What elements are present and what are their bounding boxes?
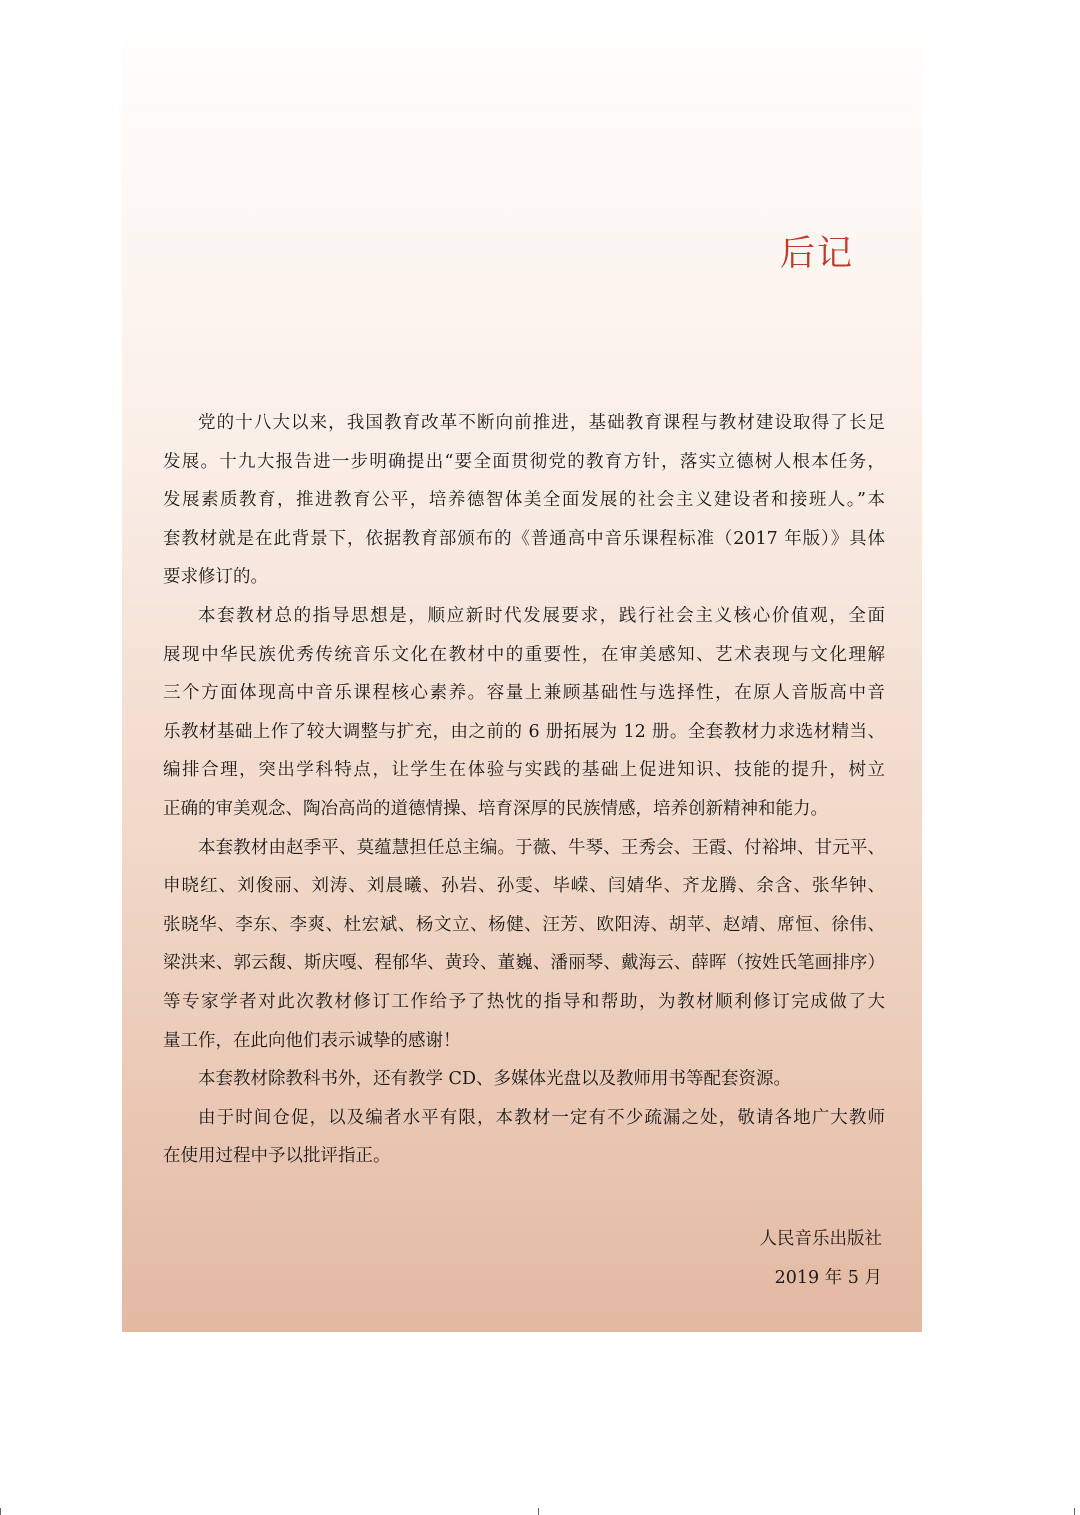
paragraph-line: 要求修订的。 [163,567,268,588]
paragraph-line: 在使用过程中予以批评指正。 [163,1146,391,1167]
paragraph-line: 梁洪来、郭云馥、斯庆嘎、程郁华、黄玲、董巍、潘丽琴、戴海云、薛晖（按姓氏笔画排序） [163,953,885,974]
paragraph-line: 申晓红、刘俊丽、刘涛、刘晨曦、孙岩、孙雯、毕嵘、闫婧华、齐龙腾、余含、张华钟、 [163,876,885,897]
paragraph-line: 正确的审美观念、陶冶高尚的道德情操、培育深厚的民族情感，培养创新精神和能力。 [163,798,828,819]
paragraph-line: 发展。十九大报告进一步明确提出“要全面贯彻党的教育方针，落实立德树人根本任务， [163,451,885,472]
paragraph-line: 展现中华民族优秀传统音乐文化在教材中的重要性，在审美感知、艺术表现与文化理解 [163,644,885,665]
crop-mark [538,1508,539,1515]
paragraph-line: 张晓华、李东、李爽、杜宏斌、杨文立、杨健、汪芳、欧阳涛、胡苹、赵靖、席恒、徐伟、 [163,914,885,935]
paragraph-line: 乐教材基础上作了较大调整与扩充，由之前的 6 册拓展为 12 册。全套教材力求选材精当、 [163,721,885,742]
paragraph-line: 发展素质教育，推进教育公平，培养德智体美全面发展的社会主义建设者和接班人。”本 [163,490,885,511]
paragraph-line: 本套教材由赵季平、莫蕴慧担任总主编。于薇、牛琴、王秀会、王霞、付裕坤、甘元平、 [198,837,885,858]
page-title: 后记 [780,234,855,274]
paragraph-line: 本套教材除教科书外，还有教学 CD、多媒体光盘以及教师用书等配套资源。 [198,1069,791,1090]
paragraph-line: 等专家学者对此次教材修订工作给予了热忱的指导和帮助，为教材顺利修订完成做了大 [163,991,885,1012]
paragraph-line: 党的十八大以来，我国教育改革不断向前推进，基础教育课程与教材建设取得了长足 [198,413,885,433]
paragraph-line: 本套教材总的指导思想是，顺应新时代发展要求，践行社会主义核心价值观，全面 [198,605,885,626]
paragraph-line: 套教材就是在此背景下，依据教育部颁布的《普通高中音乐课程标准（2017 年版）》具体 [163,528,885,549]
paragraph-line: 编排合理，突出学科特点，让学生在体验与实践的基础上促进知识、技能的提升，树立 [163,760,885,781]
paragraph-line: 三个方面体现高中音乐课程核心素养。容量上兼顾基础性与选择性，在原人音版高中音 [163,683,885,704]
publisher-signature: 人民音乐出版社 [759,1229,882,1249]
crop-mark [1074,1508,1075,1515]
paragraph-line: 量工作，在此向他们表示诚挚的感谢！ [163,1030,461,1051]
body-text [163,404,885,1176]
crop-mark [0,1508,1,1515]
publication-date: 2019 年 5 月 [774,1268,882,1288]
paragraph-line: 由于时间仓促，以及编者水平有限，本教材一定有不少疏漏之处，敬请各地广大教师 [198,1107,885,1128]
